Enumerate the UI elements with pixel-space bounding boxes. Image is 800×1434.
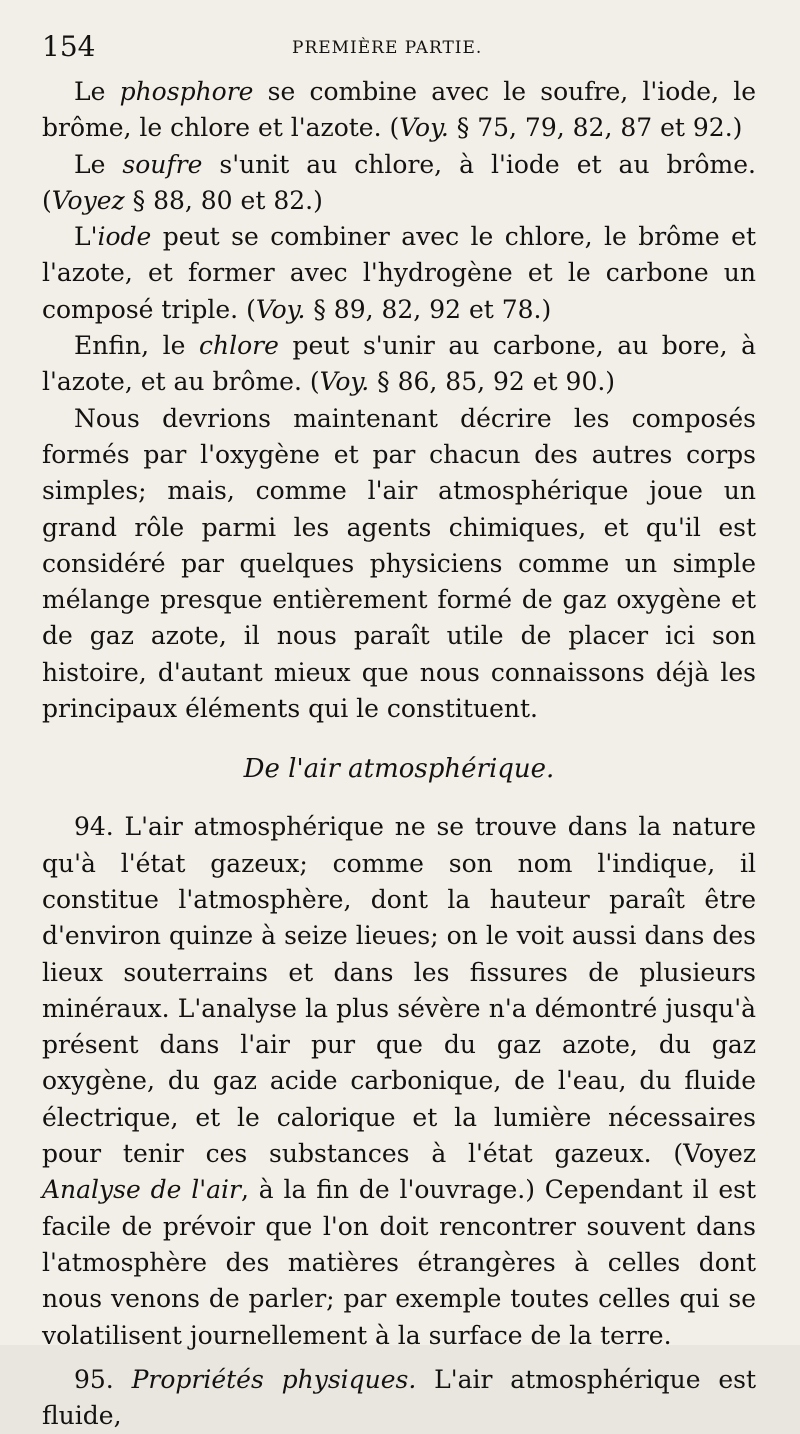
paragraph-phosphore: Le phosphore se combine avec le soufre, l'iode, le brôme, le chlore et l'azote. (Voy. § 75, 79, 82, 87 et 92.) <box>42 77 756 143</box>
section-heading: De l'air atmosphérique. <box>243 754 555 785</box>
paragraph-95: 95. Propriétés physiques. L'air atmosphérique est fluide, <box>42 1364 756 1431</box>
paragraph-iode: L'iode peut se combiner avec le chlore, le brôme et l'azote, et former avec l'hydrogène et le carbone un composé triple. (Voy. § 89, 82, 92 et 78.) <box>42 222 756 324</box>
paragraph-soufre: Le soufre s'unit au chlore, à l'iode et au brôme. (Voyez § 88, 80 et 82.) <box>42 149 756 215</box>
page-header <box>42 30 762 70</box>
page-number: 154 <box>42 30 96 63</box>
running-title: PREMIÈRE PARTIE. <box>292 38 483 58</box>
paragraph-introduction: Nous devrions maintenant décrire les composés formés par l'oxygène et par chacun des autres corps simples; mais, comme l'air atmosphérique joue un grand rôle parmi les agents chimiques, et qu'il est considéré par quelques physiciens comme un simple mélange presque entièrement formé de gaz oxygène et de gaz azote, il nous paraît utile de placer ici son histoire, d'autant mieux que nous connaissons déjà les principaux éléments qui le constituent. <box>42 403 756 724</box>
paragraph-94: 94. L'air atmosphérique ne se trouve dans la nature qu'à l'état gazeux; comme son nom l'indique, il constitue l'atmosphère, dont la hauteur paraît être d'environ quinze à seize lieues; on le voit aussi dans des lieux souterrains et dans les fissures de plusieurs minéraux. L'analyse la plus sévère n'a démontré jusqu'à présent dans l'air pur que du gaz azote, du gaz oxygène, du gaz acide carbonique, de l'eau, du fluide électrique, et le calorique et la lumière nécessaires pour tenir ces substances à l'état gazeux. (Voyez Analyse de l'air, à la fin de l'ouvrage.) Cependant il est facile de prévoir que l'on doit rencontrer souvent dans l'atmosphère des matières étrangères à celles dont nous venons de parler; par exemple toutes celles qui se volatilisent journellement à la surface de la terre. <box>42 812 756 1350</box>
paragraph-chlore: Enfin, le chlore peut s'unir au carbone, au bore, à l'azote, et au brôme. (Voy. § 86, 85, 92 et 90.) <box>42 331 756 397</box>
body-text <box>42 74 756 1434</box>
